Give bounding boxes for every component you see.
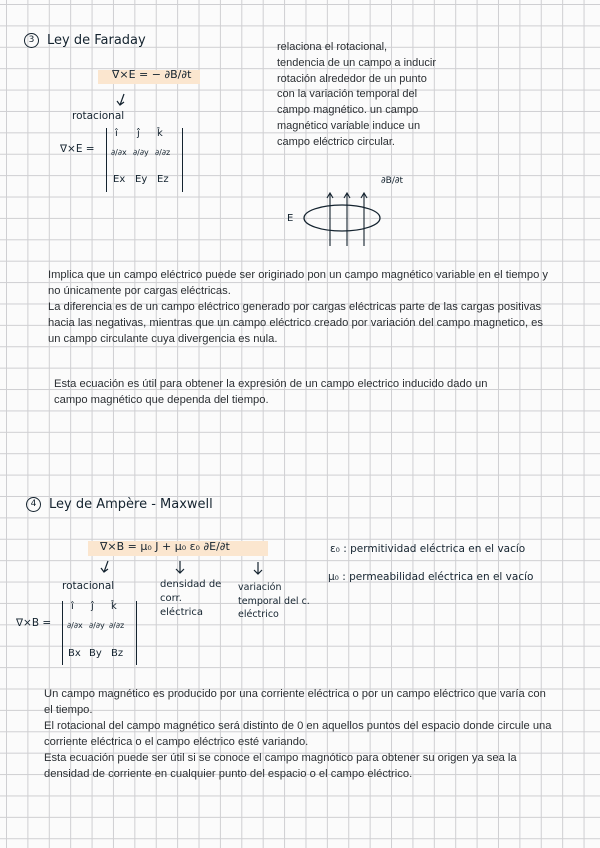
faraday-paragraph-1: Implica que un campo eléctrico puede ser originado pon un campo magnético variable en el tiempo y no únicamente por cargas eléctricas. [48, 269, 549, 298]
faraday-curl-lhs: ∇×E = [60, 143, 95, 155]
section-number-3: 3 [24, 33, 39, 48]
ampere-paragraph-2: El rotacional del campo magnético será distinto de 0 en aquellos puntos del espacio donde circule una corriente eléctrica o el campo eléctrico esté variando. [44, 720, 552, 749]
induced-field-diagram [300, 188, 390, 250]
ampere-rot-arrow [96, 559, 116, 575]
mu-note: μ₀ : permeabilidad eléctrica en el vacío [328, 571, 534, 583]
section-number-4: 4 [26, 497, 41, 512]
faraday-paragraph-3: Esta ecuación es útil para obtener la expresión de un campo electrico inducido dado un campo magnético que dependa del tiempo. [54, 378, 488, 407]
ampere-heading [26, 497, 213, 512]
faraday-heading [24, 33, 146, 48]
dbdt-label: ∂B/∂t [381, 176, 404, 186]
ampere-title: Ley de Ampère - Maxwell [49, 497, 213, 512]
variation-arrow [250, 561, 266, 577]
epsilon-note: ε₀ : permitividad eléctrica en el vacío [330, 543, 526, 555]
faraday-rot-label: rotacional [72, 110, 125, 122]
faraday-side-note: relaciona el rotacional, tendencia de un campo a inducir rotación alrededor de un punto con la variación temporal del campo magnético. un campo magnético variable induce un campo eléctrico circular. [277, 41, 436, 148]
ampere-paragraph-3: Esta ecuación puede ser útil si se conoce el campo magnótico para obtener su origen ya sea la densidad de corriente en cualquier punto del espacio o el campo eléctrico. [44, 752, 517, 781]
density-arrow [172, 560, 188, 576]
faraday-title: Ley de Faraday [47, 33, 146, 48]
ampere-curl-matrix: î ĵ k̂ ∂/∂x ∂/∂y ∂/∂z Bx By Bz [62, 601, 137, 665]
ampere-paragraph-1: Un campo magnético es producido por una corriente eléctrica o por un campo eléctrico que varía con el tiempo. [44, 688, 546, 717]
ampere-curl-lhs: ∇×B = [16, 617, 52, 629]
e-field-label: E [287, 213, 294, 224]
rotacional-arrow [112, 92, 132, 108]
faraday-curl-matrix: î ĵ k̂ ∂/∂x ∂/∂y ∂/∂z Ex Ey Ez [106, 128, 183, 192]
faraday-paragraph-2: La diferencia es de un campo eléctrico generado por cargas eléctricas parte de las cargas positivas hacia las negativas, mientras que un campo eléctrico creado por variación del campo magnetico, es un campo circulante cuya divergencia es nula. [48, 301, 544, 346]
ampere-equation: ∇×B = μ₀ J + μ₀ ε₀ ∂E/∂t [100, 540, 230, 553]
density-label: densidad de corr. eléctrica [160, 579, 222, 618]
ampere-rot-label: rotacional [62, 580, 115, 592]
faraday-equation: ∇×E = − ∂B/∂t [112, 68, 192, 81]
variation-label: variación temporal del c. eléctrico [238, 582, 310, 620]
